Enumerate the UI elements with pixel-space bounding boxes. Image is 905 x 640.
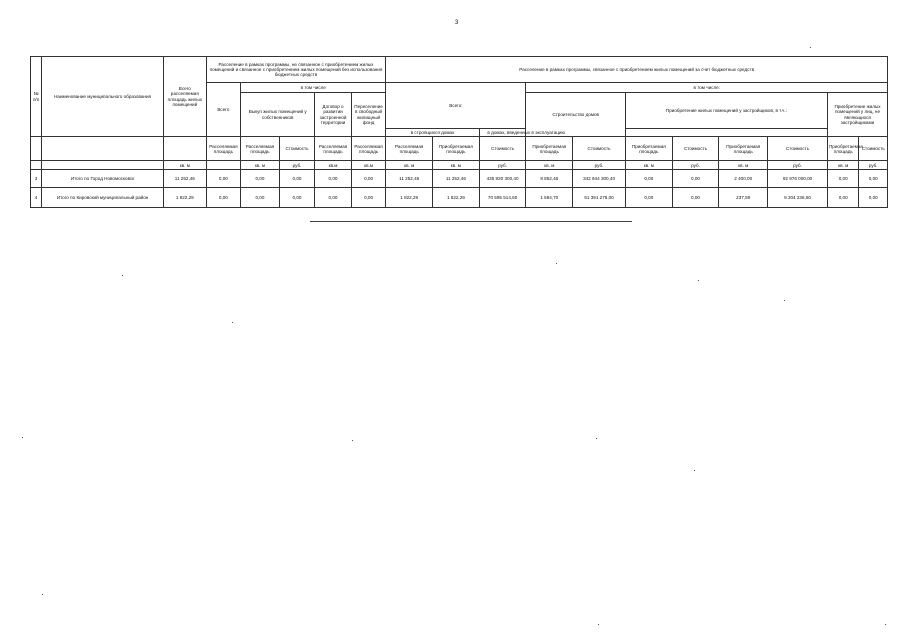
header-rasa: Расселяемая площадь bbox=[351, 137, 386, 161]
header-cost: Стоимость bbox=[573, 137, 626, 161]
page-number: 3 bbox=[455, 20, 459, 26]
row-value: 0,00 bbox=[672, 188, 719, 208]
units-cell: кв. м bbox=[827, 161, 858, 170]
row-value: 61 391 278,00 bbox=[573, 188, 626, 208]
resettlement-table bbox=[30, 56, 888, 208]
row-value: 0,00 bbox=[315, 170, 352, 188]
header-total-area: Всего расселяемая площадь жилых помещений bbox=[163, 57, 206, 137]
row-value: 0,00 bbox=[241, 188, 280, 208]
units-cell bbox=[206, 161, 241, 170]
separator-line bbox=[310, 221, 632, 222]
row-value: 11 252,46 bbox=[163, 170, 206, 188]
row-number: 3 bbox=[31, 170, 42, 188]
header-acq-area: Приобретаемая площадь bbox=[719, 137, 768, 161]
row-value: 0,00 bbox=[827, 170, 858, 188]
units-cell: руб. bbox=[859, 161, 888, 170]
units-cell: кв. м bbox=[719, 161, 768, 170]
header-row-1 bbox=[31, 57, 888, 83]
scan-speck bbox=[556, 263, 557, 264]
scan-speck bbox=[122, 275, 123, 276]
header-cost: Стоимость bbox=[279, 137, 315, 161]
header-g2-incl: в том числе: bbox=[526, 83, 888, 93]
row-value: 0,00 bbox=[625, 188, 672, 208]
row-value: 237,59 bbox=[719, 188, 768, 208]
header-rasa: Расселяемая площадь bbox=[315, 137, 352, 161]
row-value: 0,00 bbox=[827, 188, 858, 208]
row-value: 0,00 bbox=[625, 170, 672, 188]
row-value: 0,00 bbox=[206, 170, 241, 188]
scan-speck bbox=[694, 470, 695, 471]
header-acq-area: Приобретаемая площадь bbox=[827, 137, 858, 161]
units-cell: кв. м bbox=[433, 161, 480, 170]
row-value: 342 944 300,40 bbox=[573, 170, 626, 188]
units-cell: руб. bbox=[479, 161, 526, 170]
header-acq-developers: Приобретение жилых помещений у застройщиков, в т.ч.: bbox=[625, 93, 827, 129]
header-acq-area: Приобретаемая площадь bbox=[625, 137, 672, 161]
header-cost: Стоимость bbox=[859, 137, 888, 161]
header-g2-total: Всего: bbox=[386, 83, 526, 129]
row-value: 0,00 bbox=[279, 188, 315, 208]
table-row bbox=[31, 188, 888, 208]
scan-speck bbox=[42, 594, 43, 595]
header-construction: Строительство домов bbox=[526, 93, 626, 137]
row-value: 8 852,46 bbox=[526, 170, 573, 188]
header-acq-area: Приобретаемая площадь bbox=[526, 137, 573, 161]
header-free-fund: Переселение в свободный жилищный фонд bbox=[351, 93, 386, 137]
row-municipality: Итого по Город Новомосковск bbox=[42, 170, 164, 188]
row-value: 2 400,00 bbox=[719, 170, 768, 188]
header-rasa: Расселяемая площадь bbox=[241, 137, 280, 161]
row-number: 4 bbox=[31, 188, 42, 208]
units-cell bbox=[42, 161, 164, 170]
scan-speck bbox=[810, 47, 811, 48]
header-empty bbox=[163, 137, 206, 161]
row-value: 1 822,29 bbox=[386, 188, 433, 208]
header-empty bbox=[31, 137, 42, 161]
scan-speck bbox=[784, 300, 785, 301]
table-row bbox=[31, 170, 888, 188]
header-cost: Стоимость bbox=[768, 137, 828, 161]
row-value: 0,00 bbox=[351, 188, 386, 208]
scan-speck bbox=[698, 280, 699, 281]
units-cell: кв.м bbox=[351, 161, 386, 170]
row-value: 1 584,70 bbox=[526, 188, 573, 208]
scan-speck bbox=[596, 438, 597, 439]
row-value: 0,00 bbox=[672, 170, 719, 188]
header-acq-other: Приобретение жилых помещений у лиц, не являющихся застройщиками bbox=[827, 93, 887, 137]
units-cell: руб. bbox=[768, 161, 828, 170]
header-num: № п/п bbox=[31, 57, 42, 137]
units-cell: кв. м bbox=[386, 161, 433, 170]
units-cell: руб. bbox=[279, 161, 315, 170]
row-value: 0,00 bbox=[206, 188, 241, 208]
header-g1-incl: в том числе bbox=[241, 83, 386, 93]
row-value: 435 920 300,40 bbox=[479, 170, 526, 188]
row-value: 70 595 514,60 bbox=[479, 188, 526, 208]
row-value: 0,00 bbox=[351, 170, 386, 188]
row-municipality: Итого по Кировский муниципальный район bbox=[42, 188, 164, 208]
header-group-no-budget: Расселение в рамках программы, не связанное с приобретением жилых помещений и связанное с приобретением жилых помещений без использования бюджетных средств bbox=[206, 57, 386, 83]
header-buyout: Выкуп жилых помещений у собственников bbox=[241, 93, 315, 137]
scan-speck bbox=[22, 437, 23, 438]
row-value: 92 976 000,00 bbox=[768, 170, 828, 188]
scan-speck bbox=[232, 322, 233, 323]
units-cell: кв.м bbox=[315, 161, 352, 170]
row-value: 1 822,29 bbox=[433, 188, 480, 208]
header-in-operation: в домах, введенных в эксплуатацию bbox=[479, 129, 572, 137]
row-value: 0,00 bbox=[859, 188, 888, 208]
units-cell: кв. м bbox=[241, 161, 280, 170]
scan-speck bbox=[352, 440, 353, 441]
scan-speck bbox=[598, 624, 599, 625]
scan-speck bbox=[885, 624, 886, 625]
row-value: 0,00 bbox=[315, 188, 352, 208]
units-row bbox=[31, 161, 888, 170]
units-cell bbox=[31, 161, 42, 170]
row-value: 0,00 bbox=[279, 170, 315, 188]
header-municipality: Наименование муниципального образования bbox=[42, 57, 164, 137]
header-acq-area: Приобретаемая площадь bbox=[433, 137, 480, 161]
row-value: 0,00 bbox=[241, 170, 280, 188]
header-in-building: в строящихся домах bbox=[386, 129, 479, 137]
header-dev-contract: Договор о развитии застроенной территории bbox=[315, 93, 352, 137]
header-rasa: Расселяемая площадь bbox=[206, 137, 241, 161]
row-value: 1 822,29 bbox=[163, 188, 206, 208]
header-row-5 bbox=[31, 137, 888, 161]
row-value: 9 204 236,60 bbox=[768, 188, 828, 208]
units-cell: руб. bbox=[573, 161, 626, 170]
header-cost: Стоимость bbox=[479, 137, 526, 161]
header-empty bbox=[42, 137, 164, 161]
units-cell: кв. м bbox=[526, 161, 573, 170]
units-cell: кв. м bbox=[163, 161, 206, 170]
header-rasa: Расселяемая площадь bbox=[386, 137, 433, 161]
header-g1-total: Всего bbox=[206, 83, 241, 137]
row-value: 0,00 bbox=[859, 170, 888, 188]
units-cell: кв. м bbox=[625, 161, 672, 170]
row-value: 11 252,46 bbox=[386, 170, 433, 188]
units-cell: руб. bbox=[672, 161, 719, 170]
header-cost: Стоимость bbox=[672, 137, 719, 161]
row-value: 11 252,46 bbox=[433, 170, 480, 188]
header-group-budget: Расселение в рамках программы, связанное с приобретением жилых помещений за счет бюджетных средств bbox=[386, 57, 888, 83]
